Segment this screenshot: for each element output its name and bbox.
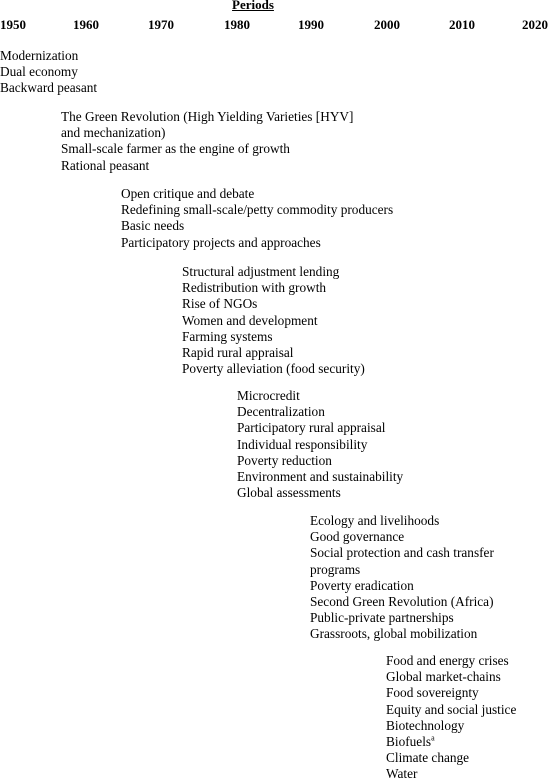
list-item: Redefining small-scale/petty commodity producers bbox=[121, 202, 394, 218]
list-item: Rational peasant bbox=[61, 157, 150, 173]
year-label-2010: 2010 bbox=[449, 17, 475, 32]
list-item: Dual economy bbox=[0, 64, 78, 80]
list-item: Rise of NGOs bbox=[182, 296, 258, 312]
list-item: Second Green Revolution (Africa) bbox=[310, 594, 494, 610]
year-label-2020: 2020 bbox=[522, 17, 548, 32]
list-item: Global market-chains bbox=[386, 669, 501, 685]
period-group-2000s bbox=[310, 513, 494, 643]
list-item: Water bbox=[386, 766, 418, 782]
list-item: Decentralization bbox=[237, 404, 325, 420]
list-item: The Green Revolution (High Yielding Varieties [HYV] bbox=[61, 109, 354, 124]
list-item: Rapid rural appraisal bbox=[182, 345, 294, 361]
list-item: Biotechnology bbox=[386, 717, 465, 733]
list-item: and mechanization) bbox=[61, 125, 166, 141]
period-group-1950s bbox=[0, 48, 97, 97]
list-item: Food and energy crises bbox=[386, 653, 509, 668]
list-item: Small-scale farmer as the engine of growth bbox=[61, 141, 290, 157]
year-label-2000: 2000 bbox=[374, 17, 400, 32]
list-item bbox=[386, 734, 516, 750]
list-item: Good governance bbox=[310, 529, 405, 545]
period-group-1980s bbox=[182, 264, 365, 377]
list-item: Backward peasant bbox=[0, 80, 98, 96]
list-item: Structural adjustment lending bbox=[182, 264, 340, 279]
list-item: Climate change bbox=[386, 750, 470, 766]
list-item: Global assessments bbox=[237, 485, 341, 501]
list-item: Women and development bbox=[182, 312, 318, 328]
list-item: Equity and social justice bbox=[386, 701, 517, 717]
list-item: Microcredit bbox=[237, 388, 300, 403]
year-label-1990: 1990 bbox=[298, 17, 324, 32]
year-axis bbox=[0, 17, 552, 33]
list-item: Food sovereignty bbox=[386, 685, 479, 701]
list-item: Grassroots, global mobilization bbox=[310, 626, 478, 642]
footnote-marker: a bbox=[431, 733, 435, 743]
list-item: Poverty eradication bbox=[310, 577, 414, 593]
list-item: Participatory projects and approaches bbox=[121, 234, 321, 250]
list-item: Ecology and livelihoods bbox=[310, 513, 440, 528]
list-item: Social protection and cash transfer bbox=[310, 545, 494, 561]
period-group-1990s bbox=[237, 388, 403, 501]
year-label-1970: 1970 bbox=[148, 17, 174, 32]
list-item: Environment and sustainability bbox=[237, 469, 404, 485]
list-item: Individual responsibility bbox=[237, 436, 368, 452]
period-group-1970s bbox=[121, 186, 393, 251]
list-item: Poverty reduction bbox=[237, 452, 332, 468]
list-item: Farming systems bbox=[182, 328, 273, 344]
list-item: Open critique and debate bbox=[121, 186, 255, 201]
year-label-1950: 1950 bbox=[0, 17, 26, 32]
list-item-text: Biofuels bbox=[386, 734, 432, 750]
list-item: Poverty alleviation (food security) bbox=[182, 361, 365, 377]
periods-heading: Periods bbox=[232, 0, 274, 12]
period-group-2010s bbox=[386, 653, 516, 783]
list-item: Basic needs bbox=[121, 218, 185, 234]
year-label-1960: 1960 bbox=[73, 17, 99, 32]
year-label-1980: 1980 bbox=[224, 17, 250, 32]
list-item: Participatory rural appraisal bbox=[237, 420, 386, 436]
list-item: Public-private partnerships bbox=[310, 610, 454, 626]
list-item: programs bbox=[310, 561, 361, 577]
list-item: Modernization bbox=[0, 48, 79, 63]
period-group-1960s bbox=[61, 109, 353, 174]
list-item: Redistribution with growth bbox=[182, 280, 327, 296]
